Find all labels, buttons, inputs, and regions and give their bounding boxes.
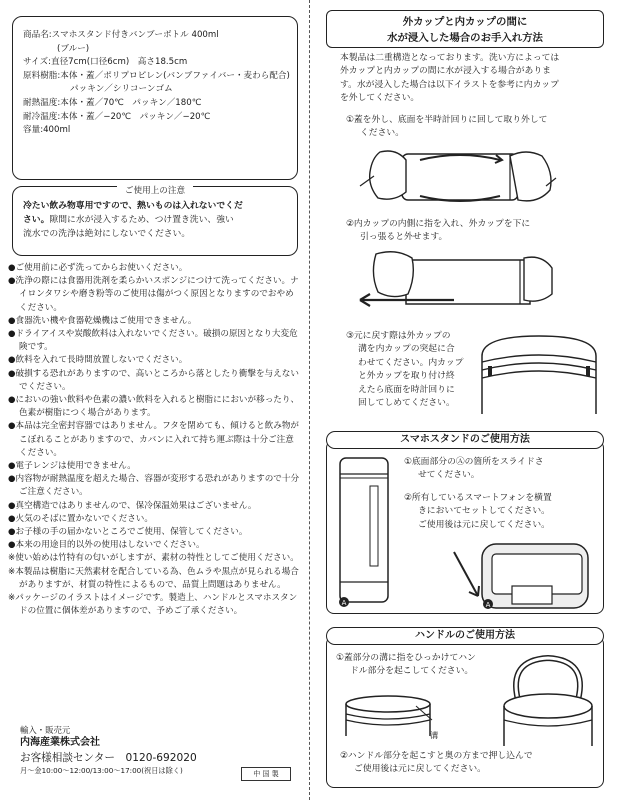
- spec-packing: パッキン／シリコーンゴム: [70, 84, 173, 95]
- illustration-rotate-bottom: [360, 146, 560, 212]
- marker-a-2: A: [485, 601, 491, 609]
- stand-step1: [404, 456, 599, 483]
- water-body-3: す。水が浸入した場合は以下イラストを参考に内カップ: [340, 79, 559, 90]
- handle-step1-line2: ドル部分を起こしてください。: [350, 666, 474, 677]
- caution-box: [12, 186, 298, 256]
- water-body-1: 本製品は二重構造となっております。洗い方によっては: [340, 53, 560, 63]
- note-item: ※使い始めは竹特有の匂いがしますが、素材の特性としてご使用ください。: [8, 553, 299, 564]
- spec-size: サイズ:直径7cm(口径6cm) 高さ18.5cm: [23, 57, 188, 68]
- spec-color: (ブルー): [57, 43, 90, 54]
- spec-product-name: 商品名:スマホスタンド付きバンブーボトル 400ml: [23, 30, 219, 40]
- water-step2-line1: ②内カップの内側に指を入れ、外カップを下に: [346, 219, 531, 229]
- note-item: ●火気のそばに置かないでください。: [8, 513, 153, 524]
- handle-step2: [340, 750, 604, 777]
- caution-text-3: 流水での洗浄は絶対にしないでください。: [23, 229, 191, 240]
- water-step1: [346, 114, 606, 141]
- water-title: [326, 10, 604, 48]
- water-step1-line2: ください。: [360, 128, 404, 139]
- note-item: ●食器洗い機や食器乾燥機はご使用できません。: [8, 315, 197, 326]
- water-step1-line1: ①蓋を外し、底面を半時計回りに回して取り外して: [346, 115, 548, 125]
- seller-company: 内海産業株式会社: [20, 737, 100, 748]
- note-item: ※本製品は樹脂に天然素材を配合している為、色ムラや黒点が見られる場合がありますが、材質の特性によるもので、品質上問題はありません。: [8, 566, 299, 590]
- water-step3-line4: と外カップを取り付け終: [358, 371, 455, 382]
- water-body: [340, 52, 602, 106]
- note-item: ●洗浄の際には食器用洗剤を柔らかいスポンジにつけて洗ってください。ナイロンタワシや磨き粉等のご使用は傷がつく原因となりますのでおやめください。: [8, 276, 299, 313]
- water-body-4: を外してください。: [340, 93, 420, 104]
- illustration-thread: [474, 326, 604, 416]
- stand-step2-line2: きにおいてセットしてください。: [418, 506, 550, 517]
- phone-stand-illustration: [452, 540, 602, 612]
- note-item: ●真空構造ではありませんので、保冷保温効果はございません。: [8, 500, 257, 511]
- note-item: ●お子様の手の届かないところでご使用、保管してください。: [8, 527, 248, 538]
- stand-step1-line2: せてください。: [418, 470, 480, 481]
- seller-label: 輸入・販売元: [20, 725, 71, 735]
- fold-line: [309, 0, 310, 800]
- note-item: ●ご使用前に必ず洗ってからお使いください。: [8, 263, 188, 273]
- spec-heat: 耐熱温度:本体・蓋／70℃ パッキン／180℃: [23, 97, 202, 108]
- note-item: ●破損する恐れがありますので、高いところから落としたり衝撃を与えないでください。: [8, 368, 299, 392]
- water-title-line1: 外カップと内カップの間に: [402, 16, 528, 28]
- note-item: ●飲料を入れて長時間放置しないでください。: [8, 355, 188, 366]
- stand-step2-line1: ②所有しているスマートフォンを横置: [404, 493, 552, 503]
- water-step3-line1: ③元に戻す際は外カップの: [346, 331, 451, 341]
- water-title-line2: 水が浸入した場合のお手入れ方法: [387, 32, 543, 44]
- water-step3-line5: えたら底面を時計回りに: [358, 384, 455, 395]
- spec-cold: 耐冷温度:本体・蓋／−20℃ パッキン／−20℃: [23, 111, 211, 122]
- caution-text: [23, 199, 291, 242]
- water-step3-line6: 回してしめてください。: [358, 398, 455, 409]
- handle-illustration: [498, 650, 598, 750]
- handle-step2-line2: ご使用後は元に戻してください。: [354, 764, 486, 775]
- seller-hours: 月〜金10:00〜12:00/13:00〜17:00(祝日は除く): [20, 766, 183, 775]
- water-step3-line2: 溝を内カップの突起に合: [358, 344, 455, 355]
- illustration-pull-cup: [356, 248, 556, 318]
- note-item: ●内容物が耐熱温度を超えた場合、容器が変形する恐れがありますので十分ご注意ください。: [8, 474, 300, 498]
- caution-text-2: 隙間に水が浸入するため、つけ置き洗い、強い: [49, 215, 234, 226]
- seller-phone: お客様相談センター 0120-692020: [20, 752, 197, 764]
- note-item: ●ドライアイスや炭酸飲料は入れないでください。破損の原因となり大変危険です。: [8, 329, 298, 353]
- origin-badge: 中 国 製: [241, 767, 291, 781]
- note-item: ●本品は完全密封容器ではありません。フタを閉めても、傾けると飲み物がこぼれることがありますので、カバンに入れて持ち運ぶ際は十分ご注意ください。: [8, 421, 300, 458]
- caution-bold-2: さい。: [23, 215, 50, 226]
- handle-title: ハンドルのご使用方法: [326, 627, 604, 645]
- caution-heading: ご使用上の注意: [117, 186, 193, 196]
- handle-step2-line1: ②ハンドル部分を起こすと奥の方まで押し込んで: [340, 751, 533, 761]
- note-item: ●本来の用途目的以外の使用はしないでください。: [8, 540, 205, 551]
- note-item: ●においの強い飲料や色素の濃い飲料を入れると樹脂ににおいが移ったり、色素が樹脂につく場合があります。: [8, 395, 300, 419]
- stand-step1-line1: ①底面部分のⒶの箇所をスライドさ: [404, 457, 544, 467]
- water-step2-line2: 引っ張ると外せます。: [360, 232, 448, 243]
- stand-step2: [404, 492, 599, 532]
- marker-a-1: A: [341, 599, 347, 607]
- handle-step1-line1: ①蓋部分の溝に指をひっかけてハン: [336, 653, 476, 663]
- water-step2: [346, 218, 606, 245]
- water-step3-line3: わせてください。内カップ: [358, 357, 464, 368]
- notes-list: [8, 262, 302, 618]
- stand-step2-line3: ご使用後は元に戻してください。: [418, 519, 550, 530]
- spec-material: 原料樹脂:本体・蓋／ポリプロピレン(バンブファイバー・麦わら配合): [23, 70, 290, 81]
- bottle-illustration: [334, 452, 394, 608]
- water-step3: [346, 330, 476, 410]
- note-item: ※パッケージのイラストはイメージです。製造上、ハンドルとスマホスタンドの位置に個体差がありますので、予めご了承ください。: [8, 593, 298, 617]
- groove-label: 溝: [430, 730, 439, 740]
- water-body-2: 外カップと内カップの間に水が浸入する場合がありま: [340, 66, 551, 77]
- spec-box: [12, 16, 298, 180]
- stand-title: スマホスタンドのご使用方法: [326, 431, 604, 449]
- note-item: ●電子レンジは使用できません。: [8, 461, 136, 472]
- caution-bold-1: 冷たい飲み物専用ですので、熱いものは入れないでくだ: [23, 201, 243, 211]
- spec-capacity: 容量:400ml: [23, 125, 71, 136]
